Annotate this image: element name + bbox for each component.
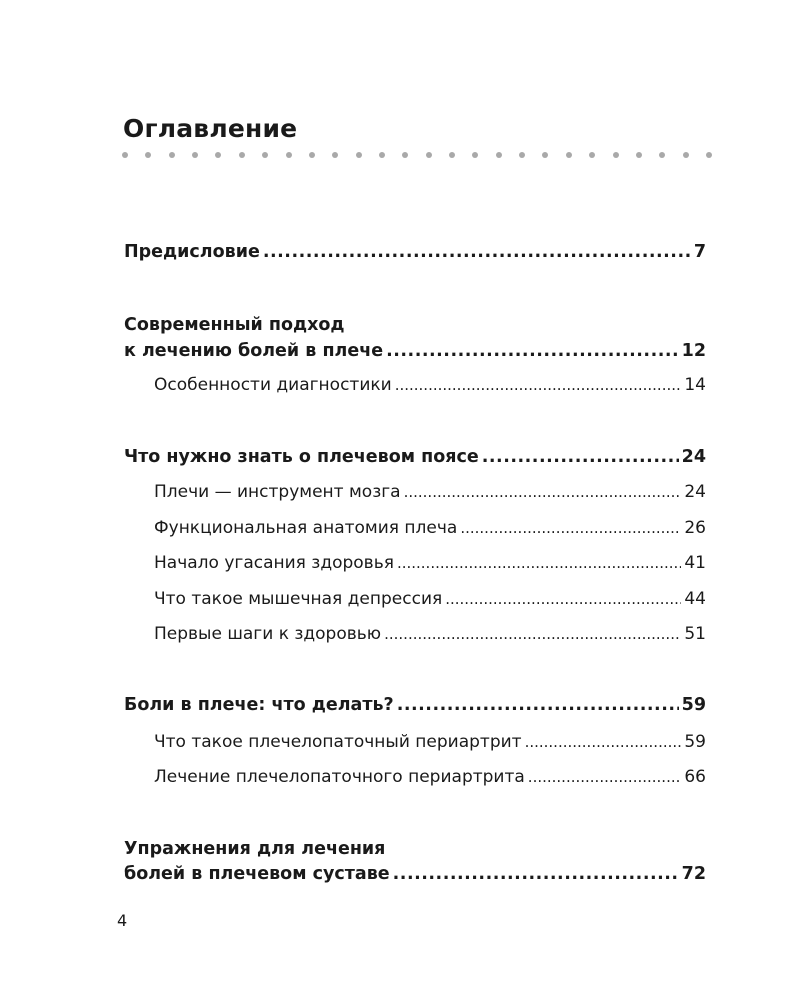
page-number: 4 bbox=[117, 911, 128, 930]
toc-entry-page: 44 bbox=[684, 589, 706, 609]
toc-entry-section[interactable] bbox=[154, 730, 706, 754]
toc-entry-label: Что такое мышечная депрессия bbox=[154, 589, 443, 609]
dot-leader bbox=[393, 862, 679, 886]
dot-leader bbox=[386, 339, 679, 363]
toc-entry-label: к лечению болей в плече bbox=[124, 341, 384, 361]
dot-leader bbox=[395, 373, 682, 397]
toc-entry-label: Предисловие bbox=[124, 242, 260, 262]
toc-entry-chapter-2[interactable] bbox=[124, 445, 706, 469]
dot-leader bbox=[525, 730, 682, 754]
toc-entry-page: 24 bbox=[684, 482, 706, 502]
toc-entry-section[interactable] bbox=[154, 622, 706, 646]
toc-entry-label: болей в плечевом суставе bbox=[124, 864, 390, 884]
toc-entry-label: Что такое плечелопаточный периартрит bbox=[154, 732, 522, 752]
toc-entry-chapter-4[interactable] bbox=[124, 862, 706, 886]
toc-entry-section[interactable] bbox=[154, 480, 706, 504]
page-title: Оглавление bbox=[123, 114, 298, 143]
toc-entry-label: Особенности диагностики bbox=[154, 375, 392, 395]
toc-entry-page: 12 bbox=[681, 341, 706, 361]
toc-chapter-title-line[interactable]: Упражнения для лечения bbox=[124, 839, 386, 859]
toc-entry-section[interactable] bbox=[154, 373, 706, 397]
toc-entry-page: 51 bbox=[684, 624, 706, 644]
toc-entry-page: 59 bbox=[681, 695, 706, 715]
toc-entry-label: Плечи — инструмент мозга bbox=[154, 482, 401, 502]
toc-entry-label: Функциональная анатомия плеча bbox=[154, 518, 458, 538]
toc-entry-page: 72 bbox=[681, 864, 706, 884]
toc-entry-page: 66 bbox=[684, 767, 706, 787]
dot-leader bbox=[445, 587, 681, 611]
toc-entry-preface[interactable] bbox=[124, 240, 706, 264]
toc-entry-page: 26 bbox=[684, 518, 706, 538]
toc-entry-label: Боли в плече: что делать? bbox=[124, 695, 394, 715]
toc-entry-page: 24 bbox=[681, 447, 706, 467]
dot-leader bbox=[528, 765, 682, 789]
toc-entry-page: 59 bbox=[684, 732, 706, 752]
toc-entry-label: Начало угасания здоровья bbox=[154, 553, 394, 573]
toc-entry-page: 41 bbox=[684, 553, 706, 573]
toc-entry-label: Первые шаги к здоровью bbox=[154, 624, 382, 644]
toc-chapter-title-line[interactable]: Современный подход bbox=[124, 315, 345, 335]
toc-entry-chapter-1[interactable] bbox=[124, 339, 706, 363]
toc-entry-label: Лечение плечелопаточного периартрита bbox=[154, 767, 525, 787]
toc-entry-page: 14 bbox=[684, 375, 706, 395]
toc-entry-section[interactable] bbox=[154, 516, 706, 540]
toc-entry-page: 7 bbox=[693, 242, 706, 262]
dot-leader bbox=[397, 551, 681, 575]
toc-entry-section[interactable] bbox=[154, 765, 706, 789]
dot-leader bbox=[460, 516, 681, 540]
toc-entry-section[interactable] bbox=[154, 587, 706, 611]
dot-leader bbox=[482, 445, 679, 469]
dot-leader bbox=[404, 480, 682, 504]
dot-leader bbox=[397, 693, 679, 717]
dot-leader bbox=[384, 622, 681, 646]
toc-entry-chapter-3[interactable] bbox=[124, 693, 706, 717]
toc-entry-section[interactable] bbox=[154, 551, 706, 575]
toc-entry-label: Что нужно знать о плечевом поясе bbox=[124, 447, 479, 467]
dot-leader bbox=[263, 240, 691, 264]
